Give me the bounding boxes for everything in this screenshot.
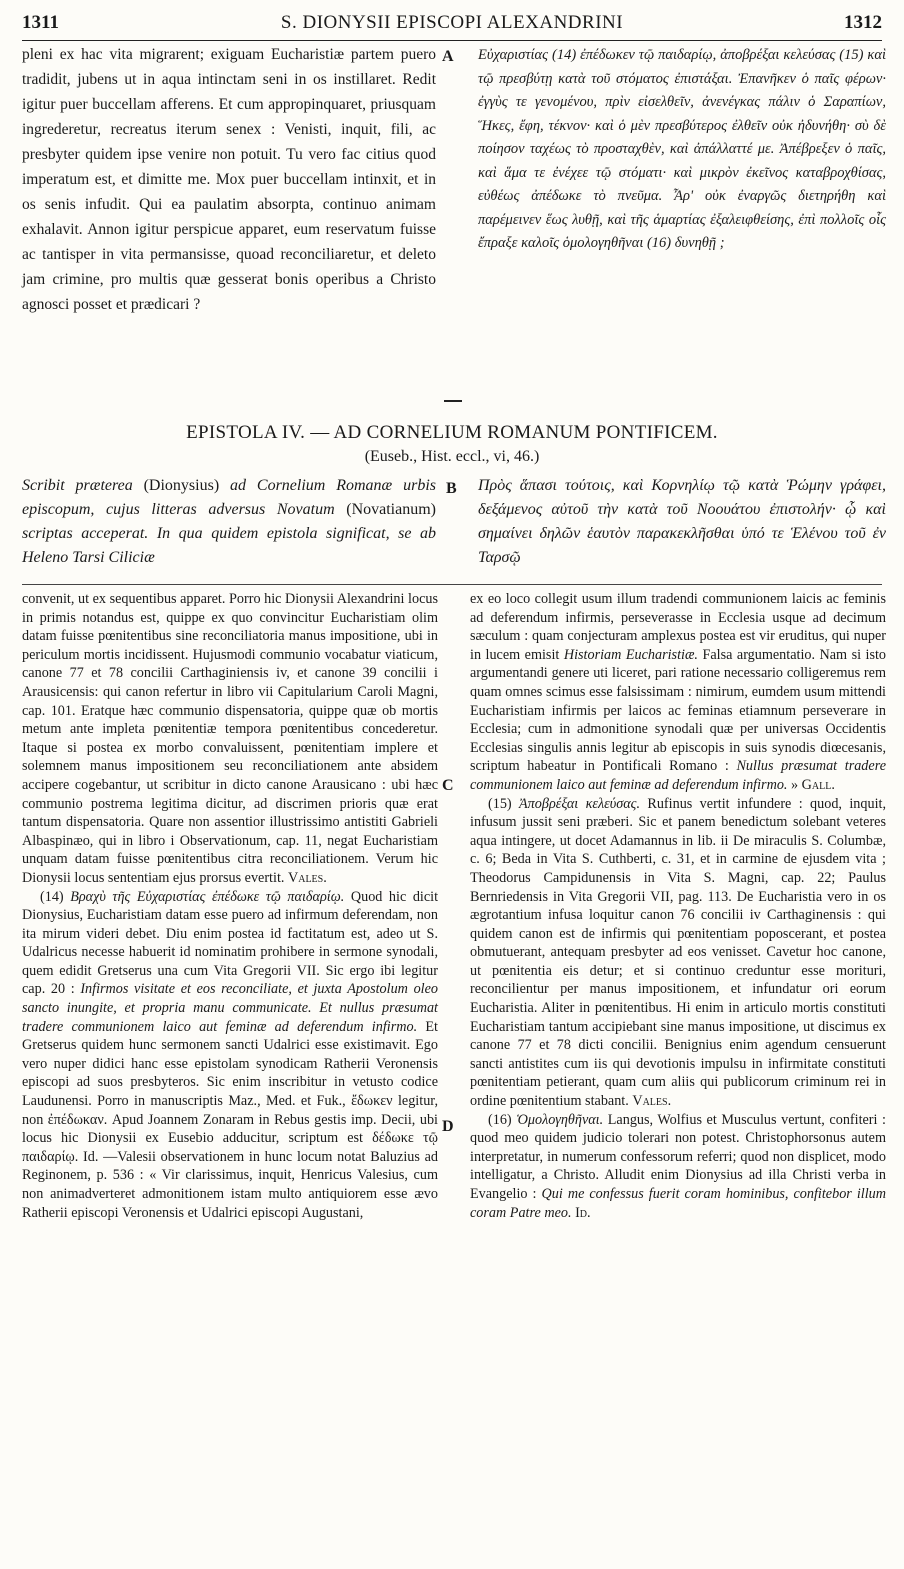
epistle-source: (Euseb., Hist. eccl., vi, 46.) [364, 448, 540, 465]
top-latin-column [22, 42, 436, 317]
note-paragraph [22, 590, 438, 888]
page-number-right: 1312 [844, 12, 882, 33]
note-number: (15) [488, 795, 512, 812]
note-signature: Vales. [632, 1093, 672, 1110]
margin-letter-a: A [442, 48, 454, 65]
margin-letter-b: B [446, 480, 457, 497]
note-paragraph [470, 795, 886, 1111]
note-number: (14) [40, 888, 64, 905]
note-signature: Id. [575, 1204, 591, 1221]
epistle-title: EPISTOLA IV. — AD CORNELIUM ROMANUM PONTIFICEM. [186, 422, 718, 443]
summary-text: ad Cornelium Romanæ urbis episcopum, cujus litteras adversus Novatum [22, 477, 436, 518]
note-signature: » Gall. [791, 776, 835, 793]
summary-text: (Dionysius) [143, 477, 220, 494]
note-text: ex eo loco collegit usum illum tradendi communionem laicis ac feminis ad deferendum infirmis, perseverasse in Ecclesia usque ad decimum sæculum : quam conjecturam amplexus postea est vir eruditus, qui nuper in lucem emisit [470, 591, 886, 663]
running-title: S. DIONYSII EPISCOPI ALEXANDRINI [280, 12, 624, 33]
greek-text: Εὐχαριστίας (14) ἐπέδωκεν τῷ παιδαρίῳ, ἀποβρέξαι κελεύσας (15) καὶ τῷ πρεσβύτῃ κατὰ τοῦ στόματος ἐπιστάξαι. Ἐπανῆκεν ὁ παῖς φέρων· ἐγγὺς τε γενομένου, πρὶν εἰσελθεῖν, ἀνενέγκας πάλιν ὁ Σαραπίων, Ἥκες, ἔφη, τέκνον· καὶ ὁ μὲν πρεσβύτερος ἐλθεῖν οὐκ ἠδυνήθη· σὺ δὲ ποίησον ταχέως τὸ προσταχθὲν, καὶ ἀπάλλαττέ με. Ἀπέβρεξεν ὁ παῖς, καὶ ἅμα τε ἐνέχεε τῷ στόματι· καὶ μικρὸν ἐκεῖνος καταβροχθίσας, εὐθέως ἀπέδωκε τὸ πνεῦμα. Ἆρ' οὐκ ἐναργῶς διετηρήθη καὶ παρέμεινεν ἕως λυθῇ, καὶ τῆς ἁμαρτίας ἐξαλειφθείσης, ἐπὶ πολλοῖς οἷς ἔπραξε καλοῖς ὁμολογηθῆναι (16) δυνηθῇ ; [478, 47, 886, 251]
note-text: Falsa argumentatio. Nam si isto argumentandi genere uti liceret, pari ratione necessario colligeremus rem quam omnes scimus esse falsissimam : nimirum, eumdem usum mittendi Eucharistiam infirmis per laicos ac feminas etiamnum perseverare in Ecclesia; cum in admonitione synodali quæ per universas Occidentis Ecclesias singulis annis legitur ab episcopis in suis synodis diœcesanis, scriptum habeatur in Pontificali Romano : [470, 646, 887, 775]
notes-right-column [470, 590, 886, 1222]
note-title: Historiam Eucharistiæ. [563, 646, 698, 663]
note-text: Langus, Wolfius et Musculus vertunt, confiteri : quod meo quidem judicio tolerari non potest. Christophorsonus autem interpretatur, in numerum confessorum referri; quod non displicet, modo intelligatur, a Christo. Alludit enim Dionysius ad illa Christi verba in Evangelio : [470, 1111, 886, 1202]
running-header [22, 12, 882, 41]
summary-text: Scribit præterea [22, 477, 133, 494]
note-paragraph [22, 888, 438, 1223]
notes-left-column [22, 590, 438, 1222]
summary-latin [22, 474, 436, 570]
note-text: Quod hic dicit Dionysius, Eucharistiam datam esse puero ad infirmum deferendam, non ita mirum videri debet. Diu enim postea id factitatum est, adeo ut S. Udalricus necesse habuerit id nominatim prohibere in sermone synodali, quem edidit Gretserus una cum Vita Gregorii VII. Sic ergo ibi legitur cap. 20 : [22, 888, 439, 998]
note-text: convenit, ut ex sequentibus apparet. Porro hic Dionysii Alexandrini locus in primis notandus est, quippe ex quo convincitur Eucharistiam olim datam fuisse pœnitentibus sine reconciliatoria manus impositione, ubi in periculum mortis incidissent. Hujusmodi communio vocabatur viaticum, canone 77 et 78 concilii Carthaginiensis iv, et canone 39 concilii i Arausicensis: qui canon refertur in libro vii Capitularium Caroli Magni, cap. 101. Eratque hæc communio dispensatoria, quippe quæ ob mortis metum ante impleta pœnitentiæ tempora pœnitentibus concederetur. Itaque si postea ex morbo convaluissent, pœnitentiam implere et solemnem manus impositionem seu reconciliationem ante absidem accipere cogebantur, ut scribitur in dicto canone Arausicano : ubi hæc communio postrema legitima dicitur, ad discrimen prioris quæ erat tantum dispensatoria. Quare non assentior illustrissimo antistiti Gabrieli Albaspinæo, qui in libro i Observationum, cap. 11, negat Eucharistiam unquam datam fuisse pœnitentibus citra reconciliationem. Verum hic Dionysii locus sententiam ejus prorsus evertit. [22, 591, 438, 886]
note-paragraph [470, 1111, 886, 1223]
notes-rule [22, 584, 882, 585]
margin-letter-c: C [442, 777, 454, 794]
page-number-left: 1311 [22, 12, 59, 33]
summary-greek [478, 474, 886, 570]
note-text: Et Gretserus quidem hunc sermonem sancti Udalrici esse existimavit. Ego vero nuper didici hanc esse epistolam synodicam Ratherii Veronensis episcopi ad suos presbyteros. Sic enim inscribitur in vetusto codice Laudunensi. Porro in manuscriptis Maz., Med. et Fuk., ἔδωκεν legitur, non ἐπέδωκαν. Apud Joannem Zonaram in Rebus gestis imp. Decii, ubi locus hic Dionysii ex Eusebio adducitur, scriptum est δέδωκε τῷ παιδαρίῳ. Id. —Valesii observationem in hunc locum notat Baluzius ad Reginonem, p. 536 : « Vir clarissimus, inquit, Henricus Valesius, cum non animadverteret admonitionem istam multo antiquiorem esse ævo Ratherii episcopi Veronensis et Udalrici episcopi Augustani, [22, 1018, 438, 1221]
note-quote: Qui me confessus fuerit coram hominibus, confitebor illum coram Patre meo. [470, 1186, 887, 1221]
margin-letter-d: D [442, 1118, 454, 1135]
note-lemma: Ἀποβρέξαι κελεύσας. [519, 795, 640, 812]
note-lemma: Βραχὺ τῆς Εὐχαριστίας ἐπέδωκε τῷ παιδαρίῳ. [70, 888, 345, 905]
note-quote: Nullus præsumat tradere communionem laico aut feminæ ad deferendum infirmo. [470, 758, 886, 793]
note-paragraph [470, 590, 886, 795]
note-lemma: Ὁμολογηθῆναι. [516, 1111, 604, 1128]
section-divider [444, 400, 462, 402]
latin-text: pleni ex hac vita migrarent; exiguam Eucharistiæ partem puero tradidit, jubens ut in aqua intinctam seni in os instillaret. Redit igitur puer buccellam afferens. Et cum appropinquaret, priusquam ingrederetur, recreatus iterum senex : Venisti, inquit, fili, ac presbyter quidem ipse venire non potuit. Tu vero fac citius quod imperatum est, et dimitte me. Mox puer buccellam intinxit, et in os senis infudit. Qui ea paulatim absorpta, continuo animam exhalavit. Annon igitur perspicue apparet, eum reservatum fuisse ac tantisper in vita permansisse, quoad reconciliaretur, et deleto jam crimine, pro multis quæ gesserat bonis operibus a Christo agnosci posset et prædicari ? [22, 46, 436, 313]
summary-greek-text: Πρὸς ἅπασι τούτοις, καὶ Κορνηλίῳ τῷ κατὰ Ῥώμην γράφει, δεξάμενος αὐτοῦ τὴν κατὰ τοῦ Νοουάτου ἐπιστολήν· ᾧ καὶ σημαίνει δηλῶν ἑαυτὸν παρακεκλῆσθαι ὑπό τε Ἑλένου τοῦ ἐν Ταρσῷ [478, 477, 886, 566]
note-text: Rufinus vertit infundere : quod, inquit, infusum jussit seni præberi. Sic et panem benedictum solebant veteres aqua intingere, ut docet Adamannus in lib. ii De miraculis S. Columbæ, c. 6; Beda in Vita S. Cuthberti, c. 31, et in carmine de ejusdem vita ; Theodorus Campidunensis in Vita S. Magni, cap. 22; Paulus Bernriedensis in Vita Gregorii VII, pag. 113. De Eucharistia vero in os ægrotantium infusa loquitur canon 76 concilii iv Carthaginensis : qui quidem canon est de infirmis qui pœnitentiam poposcerant, et postea obmutuerant, antequam presbyter ad eos venisset. Cavetur hoc canone, ut pœnitentia eis detur; et si continuo creduntur esse morituri, reconcilientur per manus impositionem, et infundatur ori eorum Eucharistia. Aliter in pœnitentibus. Hi enim in articulo mortis constituti Eucharistiam tantum accipiebant sine manus impositione, ut discimus ex canone 77 et 78 dicti concilii. Benignius enim agendum censuerunt sancti antistites cum iis qui devotionis impulsu in infirmitate constituti pœnitentiam petierant, quam cum aliis qui publicorum criminum rei in ordine pœnitentium stabant. [470, 795, 886, 1110]
note-quote: Infirmos visitate et eos reconciliate, et juxta Apostolum oleo sancto inungite, et propria manu communicate. Et nullus præsumat tradere communionem laico aut feminæ ad deferendum infirmo. [22, 981, 438, 1035]
summary-text: scriptas acceperat. In qua quidem epistola significat, se ab Heleno Tarsi Ciliciæ [22, 525, 436, 566]
summary-text: (Novatianum) [346, 501, 436, 518]
top-greek-column [478, 44, 886, 256]
note-signature: Vales. [287, 869, 327, 886]
note-number: (16) [488, 1111, 512, 1128]
